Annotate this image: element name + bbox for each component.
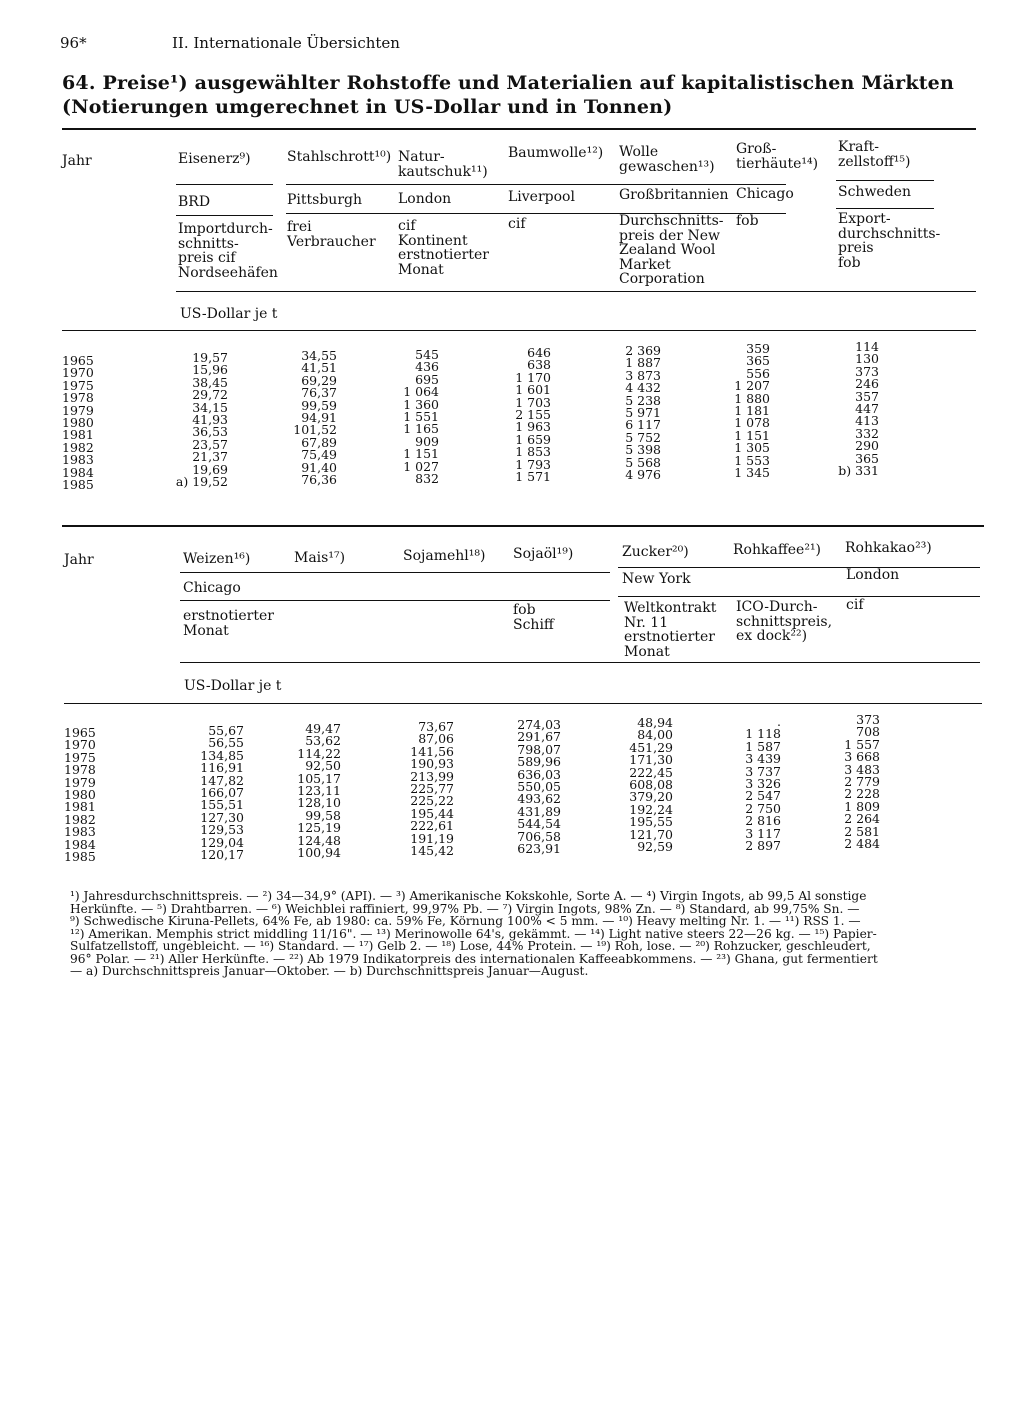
t2-col-name: Rohkaffee²¹) [733,542,822,558]
naturkautschuk-values [403,349,439,485]
rule [180,572,610,573]
value-cell: 1 345 [734,465,770,481]
value-cell: 130 [855,351,879,367]
year-cell: 1975 [62,377,94,393]
value-cell: 192,24 [629,801,673,817]
value-cell: 3 326 [745,776,781,792]
value-cell: 19,57 [192,350,228,365]
value-cell: 123,11 [297,783,341,799]
value-cell: 128,10 [297,795,341,811]
value-cell: 1 553 [734,452,770,468]
value-cell: 134,85 [200,747,244,763]
value-cell: 3 483 [844,761,880,777]
year-cell: 1981 [62,427,94,443]
value-cell: 1 659 [515,431,551,447]
year-cell: 1981 [64,799,96,815]
value-cell: 832 [415,471,439,487]
year-cell: 1984 [62,464,94,480]
t2-market-chicago: Chicago [183,580,241,596]
value-cell: 29,72 [192,387,228,403]
value-cell: 2 155 [515,407,551,423]
value-cell: 2 547 [745,788,781,804]
value-cell: 225,77 [410,781,454,797]
value-cell: 5 398 [625,442,661,458]
value-cell: 3 439 [745,751,781,767]
rule [180,662,980,663]
value-cell: 87,06 [418,731,454,747]
value-cell: 116,91 [200,760,244,776]
value-cell: 1 151 [734,427,770,443]
year-column-2 [64,727,96,863]
t2-col-name: Zucker²⁰) [622,544,689,560]
t2-market-new-york: New York [622,571,691,587]
t1-market: Großbritannien [619,187,729,203]
year-cell: 1985 [64,849,96,865]
value-cell: 125,19 [297,820,341,836]
value-cell: 589,96 [517,754,561,770]
value-cell: 1 557 [844,736,880,752]
value-cell: 2 897 [745,838,781,854]
value-cell: 274,03 [517,717,561,732]
value-cell: 359 [746,341,770,356]
value-cell: 166,07 [200,785,244,801]
value-cell: b) 331 [838,463,879,479]
value-cell: 4 976 [625,467,661,483]
value-cell: 2 228 [844,786,880,802]
year-cell: 1965 [64,725,96,740]
t1-market: Liverpool [508,189,575,205]
value-cell: 5 752 [625,429,661,445]
t2-basis-weltkontrakt: Weltkontrakt Nr. 11 erstnotierter Monat [624,600,717,660]
zucker-values [629,717,673,853]
eisenerz-values [176,352,228,488]
year-cell: 1978 [62,390,94,406]
page-number: 96* [60,34,87,52]
value-cell: 92,59 [637,839,673,855]
value-cell: 34,55 [301,348,337,363]
rule [176,291,976,292]
jahr-label-1: Jahr [62,153,92,169]
value-cell: 2 484 [844,836,880,852]
value-cell: 1 207 [734,378,770,394]
value-cell: 3 668 [844,749,880,765]
value-cell: 76,37 [301,385,337,401]
value-cell: 195,44 [410,805,454,821]
value-cell: 291,67 [517,729,561,745]
value-cell: 3 873 [625,367,661,383]
t1-market: London [398,191,452,207]
value-cell: 15,96 [192,362,228,378]
value-cell: 129,04 [200,834,244,850]
value-cell: 114 [855,339,879,354]
value-cell: . [777,714,781,729]
year-cell: 1980 [64,787,96,803]
value-cell: 36,53 [192,424,228,440]
value-cell: 5 238 [625,392,661,408]
value-cell: 1 887 [625,355,661,371]
value-cell: 67,89 [301,434,337,450]
t1-basis: fob [736,213,759,229]
value-cell: 493,62 [517,791,561,807]
value-cell: 798,07 [517,741,561,757]
kraftzellstoff-values [838,341,879,477]
value-cell: 84,00 [637,727,673,743]
value-cell: 431,89 [517,803,561,819]
value-cell: 550,05 [517,779,561,795]
t2-col-name: Mais¹⁷) [294,550,346,566]
year-cell: 1984 [64,836,96,852]
value-cell: 638 [527,357,551,373]
value-cell: 379,20 [629,789,673,805]
year-cell: 1980 [62,415,94,431]
value-cell: 49,47 [305,721,341,736]
t1-col-name: Baumwolle¹²) [508,145,604,161]
rule [836,208,934,209]
value-cell: 91,40 [301,459,337,475]
value-cell: 99,58 [305,807,341,823]
value-cell: 2 779 [844,774,880,790]
t1-market: Pittsburgh [287,192,362,208]
value-cell: 225,22 [410,793,454,809]
rule [618,567,980,568]
t2-basis-fob: fob Schiff [513,602,554,633]
value-cell: a) 19,52 [175,474,228,490]
value-cell: 99,59 [301,397,337,413]
year-cell: 1983 [62,452,94,468]
value-cell: 23,57 [192,436,228,452]
value-cell: 1 165 [403,421,439,437]
rohkaffee-values [745,716,781,852]
year-cell: 1982 [64,811,96,827]
value-cell: 290 [855,438,879,454]
rule-top-table2 [62,525,984,527]
t1-basis: Durchschnitts- preis der New Zealand Wool Market Corporation [619,213,724,287]
value-cell: 5 971 [625,405,661,421]
year-cell: 1983 [64,824,96,840]
value-cell: 2 369 [625,343,661,358]
t1-basis: Export- durchschnitts- preis fob [838,211,941,271]
rule-top-table1 [62,128,976,130]
value-cell: 105,17 [297,770,341,786]
value-cell: 1 963 [515,419,551,435]
sojamehl-values [410,721,454,857]
value-cell: 127,30 [200,809,244,825]
value-cell: 2 816 [745,813,781,829]
value-cell: 447 [855,401,879,417]
t2-col-name: Sojamehl¹⁸) [403,548,486,564]
rohkakao-values [844,714,880,850]
value-cell: 1 078 [734,415,770,431]
value-cell: 222,61 [410,818,454,834]
value-cell: 1 601 [515,382,551,398]
value-cell: 3 117 [745,825,781,841]
unit-label-2: US-Dollar je t [184,678,282,694]
value-cell: 41,93 [192,412,228,428]
section-title: II. Internationale Übersichten [172,34,400,52]
value-cell: 909 [415,433,439,449]
value-cell: 436 [415,359,439,375]
rule [618,596,980,597]
rule [286,184,786,185]
rule [180,600,610,601]
year-cell: 1970 [64,737,96,753]
value-cell: 190,93 [410,756,454,772]
value-cell: 120,17 [200,847,244,863]
year-cell: 1979 [62,402,94,418]
t1-col-name: Wolle gewaschen¹³) [619,144,715,175]
t1-market: BRD [178,194,211,210]
value-cell: 1 170 [515,369,551,385]
t2-col-name: Weizen¹⁶) [183,551,251,567]
value-cell: 708 [856,724,880,740]
rule [64,703,982,704]
value-cell: 332 [855,425,879,441]
t1-market: Schweden [838,184,911,200]
year-column-1 [62,355,94,491]
value-cell: 1 551 [403,409,439,425]
value-cell: 121,70 [629,826,673,842]
value-cell: 21,37 [192,449,228,465]
value-cell: 373 [856,712,880,727]
value-cell: 2 750 [745,800,781,816]
value-cell: 636,03 [517,766,561,782]
value-cell: 246 [855,376,879,392]
value-cell: 1 571 [515,469,551,485]
value-cell: 124,48 [297,832,341,848]
rule [176,215,273,216]
mais-values [297,723,341,859]
value-cell: 1 118 [745,726,781,742]
value-cell: 145,42 [410,843,454,859]
value-cell: 114,22 [297,745,341,761]
year-cell: 1982 [62,439,94,455]
value-cell: 365 [746,353,770,369]
value-cell: 222,45 [629,764,673,780]
t1-col-name: Natur- kautschuk¹¹) [398,149,488,180]
value-cell: 646 [527,345,551,360]
value-cell: 545 [415,347,439,362]
value-cell: 55,67 [208,723,244,738]
value-cell: 75,49 [301,447,337,463]
value-cell: 48,94 [637,715,673,730]
value-cell: 171,30 [629,752,673,768]
sojaoel-values [517,719,561,855]
table-title-line1: 64. Preise¹) ausgewählter Rohstoffe und Materialien auf kapitalistischen Märkten [62,72,954,94]
value-cell: 2 264 [844,811,880,827]
value-cell: 53,62 [305,733,341,749]
t1-col-name: Groß- tierhäute¹⁴) [736,141,819,172]
year-cell: 1970 [62,365,94,381]
t1-col-name: Stahlschrott¹⁰) [287,149,392,165]
t1-market: Chicago [736,186,794,202]
weizen-values [200,725,244,861]
t2-col-name: Rohkakao²³) [845,540,932,556]
value-cell: 706,58 [517,828,561,844]
year-cell: 1975 [64,749,96,765]
value-cell: 213,99 [410,768,454,784]
value-cell: 1 853 [515,444,551,460]
wolle-values [625,345,661,481]
value-cell: 3 737 [745,763,781,779]
rule [836,180,934,181]
value-cell: 1 587 [745,738,781,754]
t1-basis: Importdurch- schnitts- preis cif Nordseehäfen [178,221,278,281]
rule [176,184,273,185]
value-cell: 1 305 [734,440,770,456]
value-cell: 191,19 [410,830,454,846]
t2-market-london: London [846,567,900,583]
value-cell: 6 117 [625,417,661,433]
value-cell: 451,29 [629,739,673,755]
value-cell: 1 151 [403,446,439,462]
value-cell: 5 568 [625,454,661,470]
value-cell: 19,69 [192,461,228,477]
stahlschrott-values [293,350,337,486]
t2-basis-ico: ICO-Durch- schnittspreis, ex dock²²) [736,599,833,644]
year-cell: 1979 [64,774,96,790]
jahr-label-2: Jahr [64,552,94,568]
t1-col-name: Eisenerz⁹) [178,151,251,167]
t2-basis-erstnotiert: erstnotierter Monat [183,608,274,639]
t1-basis: cif Kontinent erstnotierter Monat [398,218,489,278]
table-title-line2: (Notierungen umgerechnet in US-Dollar und in Tonnen) [62,96,673,118]
value-cell: 129,53 [200,822,244,838]
value-cell: 92,50 [305,758,341,774]
baumwolle-values [515,347,551,483]
value-cell: 2 581 [844,823,880,839]
year-cell: 1965 [62,353,94,368]
value-cell: 373 [855,363,879,379]
value-cell: 100,94 [297,845,341,861]
grosstierhaeute-values [734,343,770,479]
t2-col-name: Sojaöl¹⁹) [513,546,574,562]
t1-col-name: Kraft- zellstoff¹⁵) [838,139,911,170]
value-cell: 141,56 [410,743,454,759]
value-cell: 608,08 [629,777,673,793]
value-cell: 556 [746,365,770,381]
value-cell: 1 793 [515,456,551,472]
value-cell: 147,82 [200,772,244,788]
value-cell: 4 432 [625,380,661,396]
value-cell: 1 064 [403,384,439,400]
value-cell: 94,91 [301,410,337,426]
value-cell: 1 809 [844,798,880,814]
value-cell: 73,67 [418,719,454,734]
t1-basis: cif [508,216,526,232]
t1-basis: frei Verbraucher [287,219,376,250]
value-cell: 56,55 [208,735,244,751]
footnotes: ¹) Jahresdurchschnittspreis. — ²) 34—34,9° (API). — ³) Amerikanische Kokskohle, Sorte A. — ⁴) Virgin Ingots, ab 99,5 Al sonstige Herkünfte. — ⁵) Drahtbarren. — ⁶) Weichblei raffiniert, 99,97% Pb. — ⁷) Virgin Ingots, 98% Zn. — ⁸) Standard, ab 99,75% Sn. — ⁹) Schwedische Kiruna-Pellets, 64% Fe, ab 1980: ca. 59% Fe, Körnung 100% < 5 mm. — ¹⁰) Heavy melting Nr. 1. — ¹¹) RSS 1. — ¹²) Amerikan. Memphis strict middling 11/16". — ¹³) Merinowolle 64's, gekämmt. — ¹⁴) Light native steers 22—26 kg. — ¹⁵) Papier- Sulfatzellstoff, ungebleicht. — ¹⁶) Standard. — ¹⁷) Gelb 2. — ¹⁸) Lose, 44% Protein. — ¹⁹) Roh, lose. — ²⁰) Rohzucker, geschleudert, 96° Polar. — ²¹) Aller Herkünfte. — ²²) Ab 1979 Indikatorpreis des internationalen Kaffeeabkommens. — ²³) Ghana, gut fermentiert — a) Durchschnittspreis Januar—Oktober. — b) Durchschnittspreis Januar—August. [70,889,878,978]
value-cell: 357 [855,388,879,404]
value-cell: 1 880 [734,390,770,406]
value-cell: 1 181 [734,403,770,419]
value-cell: 101,52 [293,422,337,438]
value-cell: 155,51 [200,797,244,813]
value-cell: 413 [855,413,879,429]
value-cell: 1 027 [403,458,439,474]
unit-label-1: US-Dollar je t [180,306,278,322]
year-cell: 1985 [62,477,94,493]
value-cell: 1 703 [515,394,551,410]
value-cell: 195,55 [629,814,673,830]
value-cell: 623,91 [517,841,561,857]
value-cell: 34,15 [192,399,228,415]
value-cell: 38,45 [192,374,228,390]
value-cell: 41,51 [301,360,337,376]
year-cell: 1978 [64,762,96,778]
value-cell: 365 [855,450,879,466]
rule [62,330,976,331]
value-cell: 76,36 [301,472,337,488]
value-cell: 544,54 [517,816,561,832]
value-cell: 695 [415,371,439,387]
t2-basis-cif: cif [846,597,864,613]
value-cell: 1 360 [403,396,439,412]
value-cell: 69,29 [301,372,337,388]
